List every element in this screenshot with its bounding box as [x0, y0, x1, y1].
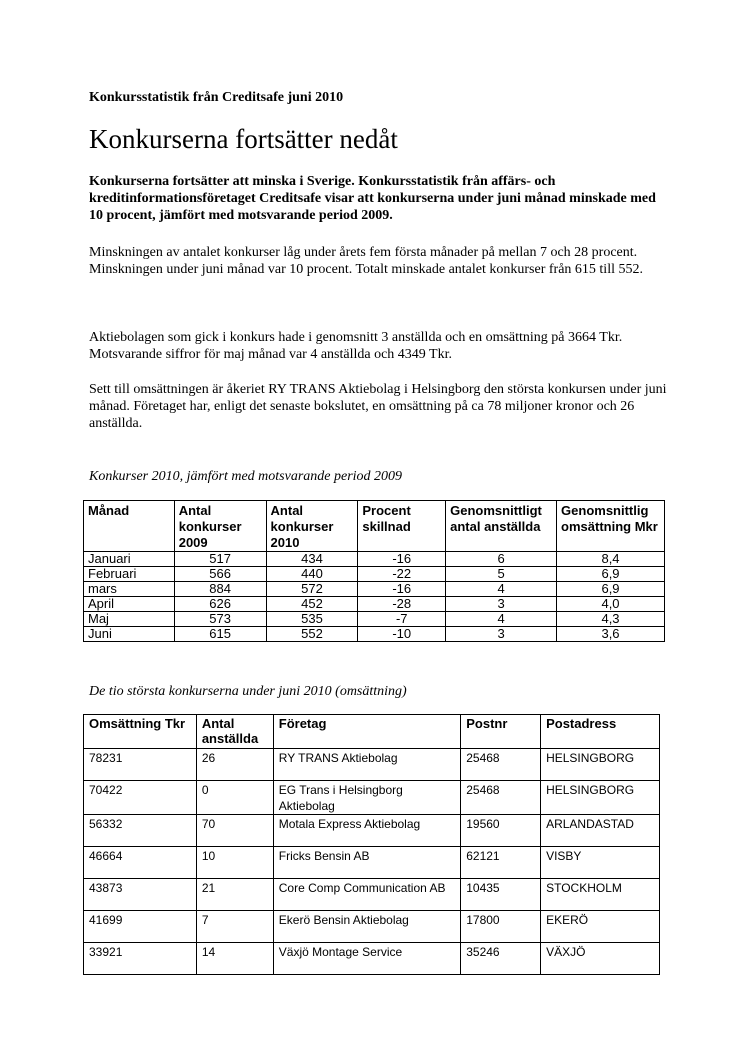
- table-cell: 7: [196, 911, 273, 943]
- table-cell: 440: [266, 567, 358, 582]
- table-cell: 4,3: [557, 612, 665, 627]
- table-cell: Juni: [84, 627, 175, 642]
- table-cell: 5: [446, 567, 557, 582]
- table-row: [84, 847, 660, 879]
- table-cell: Februari: [84, 567, 175, 582]
- lead-paragraph: Konkurserna fortsätter att minska i Sverige. Konkursstatistik från affärs- och kreditinformationsföretaget Creditsafe visar att konkurserna under juni månad minskade med 10 procent, jämfört med motsvarande period 2009.: [89, 174, 656, 223]
- table2-caption: De tio största konkurserna under juni 2010 (omsättning): [89, 684, 407, 699]
- table-cell: 4: [446, 582, 557, 597]
- table-cell: Växjö Montage Service: [273, 943, 460, 975]
- table-row: [84, 627, 665, 642]
- table-cell: -28: [358, 597, 446, 612]
- table-cell: 78231: [84, 749, 197, 781]
- table-cell: mars: [84, 582, 175, 597]
- largest-bankruptcies-table: [83, 714, 660, 975]
- monthly-bankruptcy-table: [83, 500, 665, 642]
- table-cell: 434: [266, 552, 358, 567]
- table-row: [84, 749, 660, 781]
- column-header: Antal anställda: [196, 715, 273, 749]
- table-row: [84, 911, 660, 943]
- table-cell: Maj: [84, 612, 175, 627]
- table-row: [84, 815, 660, 847]
- table-cell: 70: [196, 815, 273, 847]
- table-cell: 10435: [461, 879, 541, 911]
- table-cell: 884: [174, 582, 266, 597]
- column-header: Genomsnittlig omsättning Mkr: [557, 501, 665, 552]
- table-cell: Motala Express Aktiebolag: [273, 815, 460, 847]
- table-row: [84, 781, 660, 815]
- table-cell: 626: [174, 597, 266, 612]
- table-cell: ARLANDASTAD: [541, 815, 660, 847]
- paragraph-decline: [89, 244, 669, 278]
- table-cell: STOCKHOLM: [541, 879, 660, 911]
- table-cell: 572: [266, 582, 358, 597]
- table-row: [84, 879, 660, 911]
- table-cell: 10: [196, 847, 273, 879]
- table-cell: 4,0: [557, 597, 665, 612]
- table-cell: 14: [196, 943, 273, 975]
- table-cell: Core Comp Communication AB: [273, 879, 460, 911]
- table-cell: 25468: [461, 749, 541, 781]
- table-cell: Januari: [84, 552, 175, 567]
- paragraph-averages: Aktiebolagen som gick i konkurs hade i genomsnitt 3 anställda och en omsättning på 3664 Tkr. Motsvarande siffror för maj månad var 4 anställda och 4349 Tkr.: [89, 330, 623, 362]
- column-header: Månad: [84, 501, 175, 552]
- column-header: Postadress: [541, 715, 660, 749]
- document-subhead: Konkursstatistik från Creditsafe juni 2010: [89, 90, 344, 105]
- table-row: [84, 612, 665, 627]
- table-cell: 615: [174, 627, 266, 642]
- table-cell: 4: [446, 612, 557, 627]
- table-cell: 43873: [84, 879, 197, 911]
- table-cell: 452: [266, 597, 358, 612]
- column-header: Genomsnittligt antal anställda: [446, 501, 557, 552]
- table-cell: 8,4: [557, 552, 665, 567]
- paragraph-decline-line2: Minskningen under juni månad var 10 procent. Totalt minskade antalet konkurser från 615 till 552.: [89, 262, 643, 277]
- table-cell: 0: [196, 781, 273, 815]
- table-cell: 535: [266, 612, 358, 627]
- table-cell: -10: [358, 627, 446, 642]
- table-cell: 21: [196, 879, 273, 911]
- paragraph-largest: Sett till omsättningen är åkeriet RY TRANS Aktiebolag i Helsingborg den största konkursen under juni månad. Företaget har, enligt det senaste bokslutet, en omsättning på ca 78 miljoner kronor och 26 anställda.: [89, 382, 667, 431]
- table-cell: 6,9: [557, 567, 665, 582]
- table-cell: 19560: [461, 815, 541, 847]
- table-row: [84, 597, 665, 612]
- table-cell: 25468: [461, 781, 541, 815]
- page-title: Konkurserna fortsätter nedåt: [89, 124, 398, 154]
- table-cell: EKERÖ: [541, 911, 660, 943]
- table-cell: RY TRANS Aktiebolag: [273, 749, 460, 781]
- table-cell: HELSINGBORG: [541, 749, 660, 781]
- table-cell: 33921: [84, 943, 197, 975]
- table-cell: 41699: [84, 911, 197, 943]
- table-cell: 56332: [84, 815, 197, 847]
- column-header: Företag: [273, 715, 460, 749]
- table-cell: -16: [358, 582, 446, 597]
- table-row: [84, 552, 665, 567]
- table-cell: 70422: [84, 781, 197, 815]
- table-cell: Ekerö Bensin Aktiebolag: [273, 911, 460, 943]
- table-cell: -16: [358, 552, 446, 567]
- table-cell: 552: [266, 627, 358, 642]
- table-cell: 62121: [461, 847, 541, 879]
- table-row: [84, 943, 660, 975]
- table-cell: EG Trans i Helsingborg Aktiebolag: [273, 781, 460, 815]
- table-cell: 6: [446, 552, 557, 567]
- table-cell: 566: [174, 567, 266, 582]
- paragraph-decline-line1: Minskningen av antalet konkurser låg under årets fem första månader på mellan 7 och 28 procent.: [89, 245, 638, 260]
- column-header: Omsättning Tkr: [84, 715, 197, 749]
- table-cell: 46664: [84, 847, 197, 879]
- table-cell: 17800: [461, 911, 541, 943]
- table-cell: 517: [174, 552, 266, 567]
- table-cell: -22: [358, 567, 446, 582]
- table-cell: VISBY: [541, 847, 660, 879]
- table-cell: 26: [196, 749, 273, 781]
- table-header-row: [84, 715, 660, 749]
- table-row: [84, 582, 665, 597]
- table-cell: -7: [358, 612, 446, 627]
- table-header-row: [84, 501, 665, 552]
- column-header: Procent skillnad: [358, 501, 446, 552]
- table-row: [84, 567, 665, 582]
- table-cell: 6,9: [557, 582, 665, 597]
- column-header: Antal konkurser 2009: [174, 501, 266, 552]
- table-cell: VÄXJÖ: [541, 943, 660, 975]
- table-cell: April: [84, 597, 175, 612]
- table-cell: 573: [174, 612, 266, 627]
- column-header: Postnr: [461, 715, 541, 749]
- table1-caption: Konkurser 2010, jämfört med motsvarande period 2009: [89, 469, 403, 484]
- table-cell: Fricks Bensin AB: [273, 847, 460, 879]
- column-header: Antal konkurser 2010: [266, 501, 358, 552]
- table-cell: 3: [446, 627, 557, 642]
- table-cell: HELSINGBORG: [541, 781, 660, 815]
- table-cell: 35246: [461, 943, 541, 975]
- table-cell: 3,6: [557, 627, 665, 642]
- table-cell: 3: [446, 597, 557, 612]
